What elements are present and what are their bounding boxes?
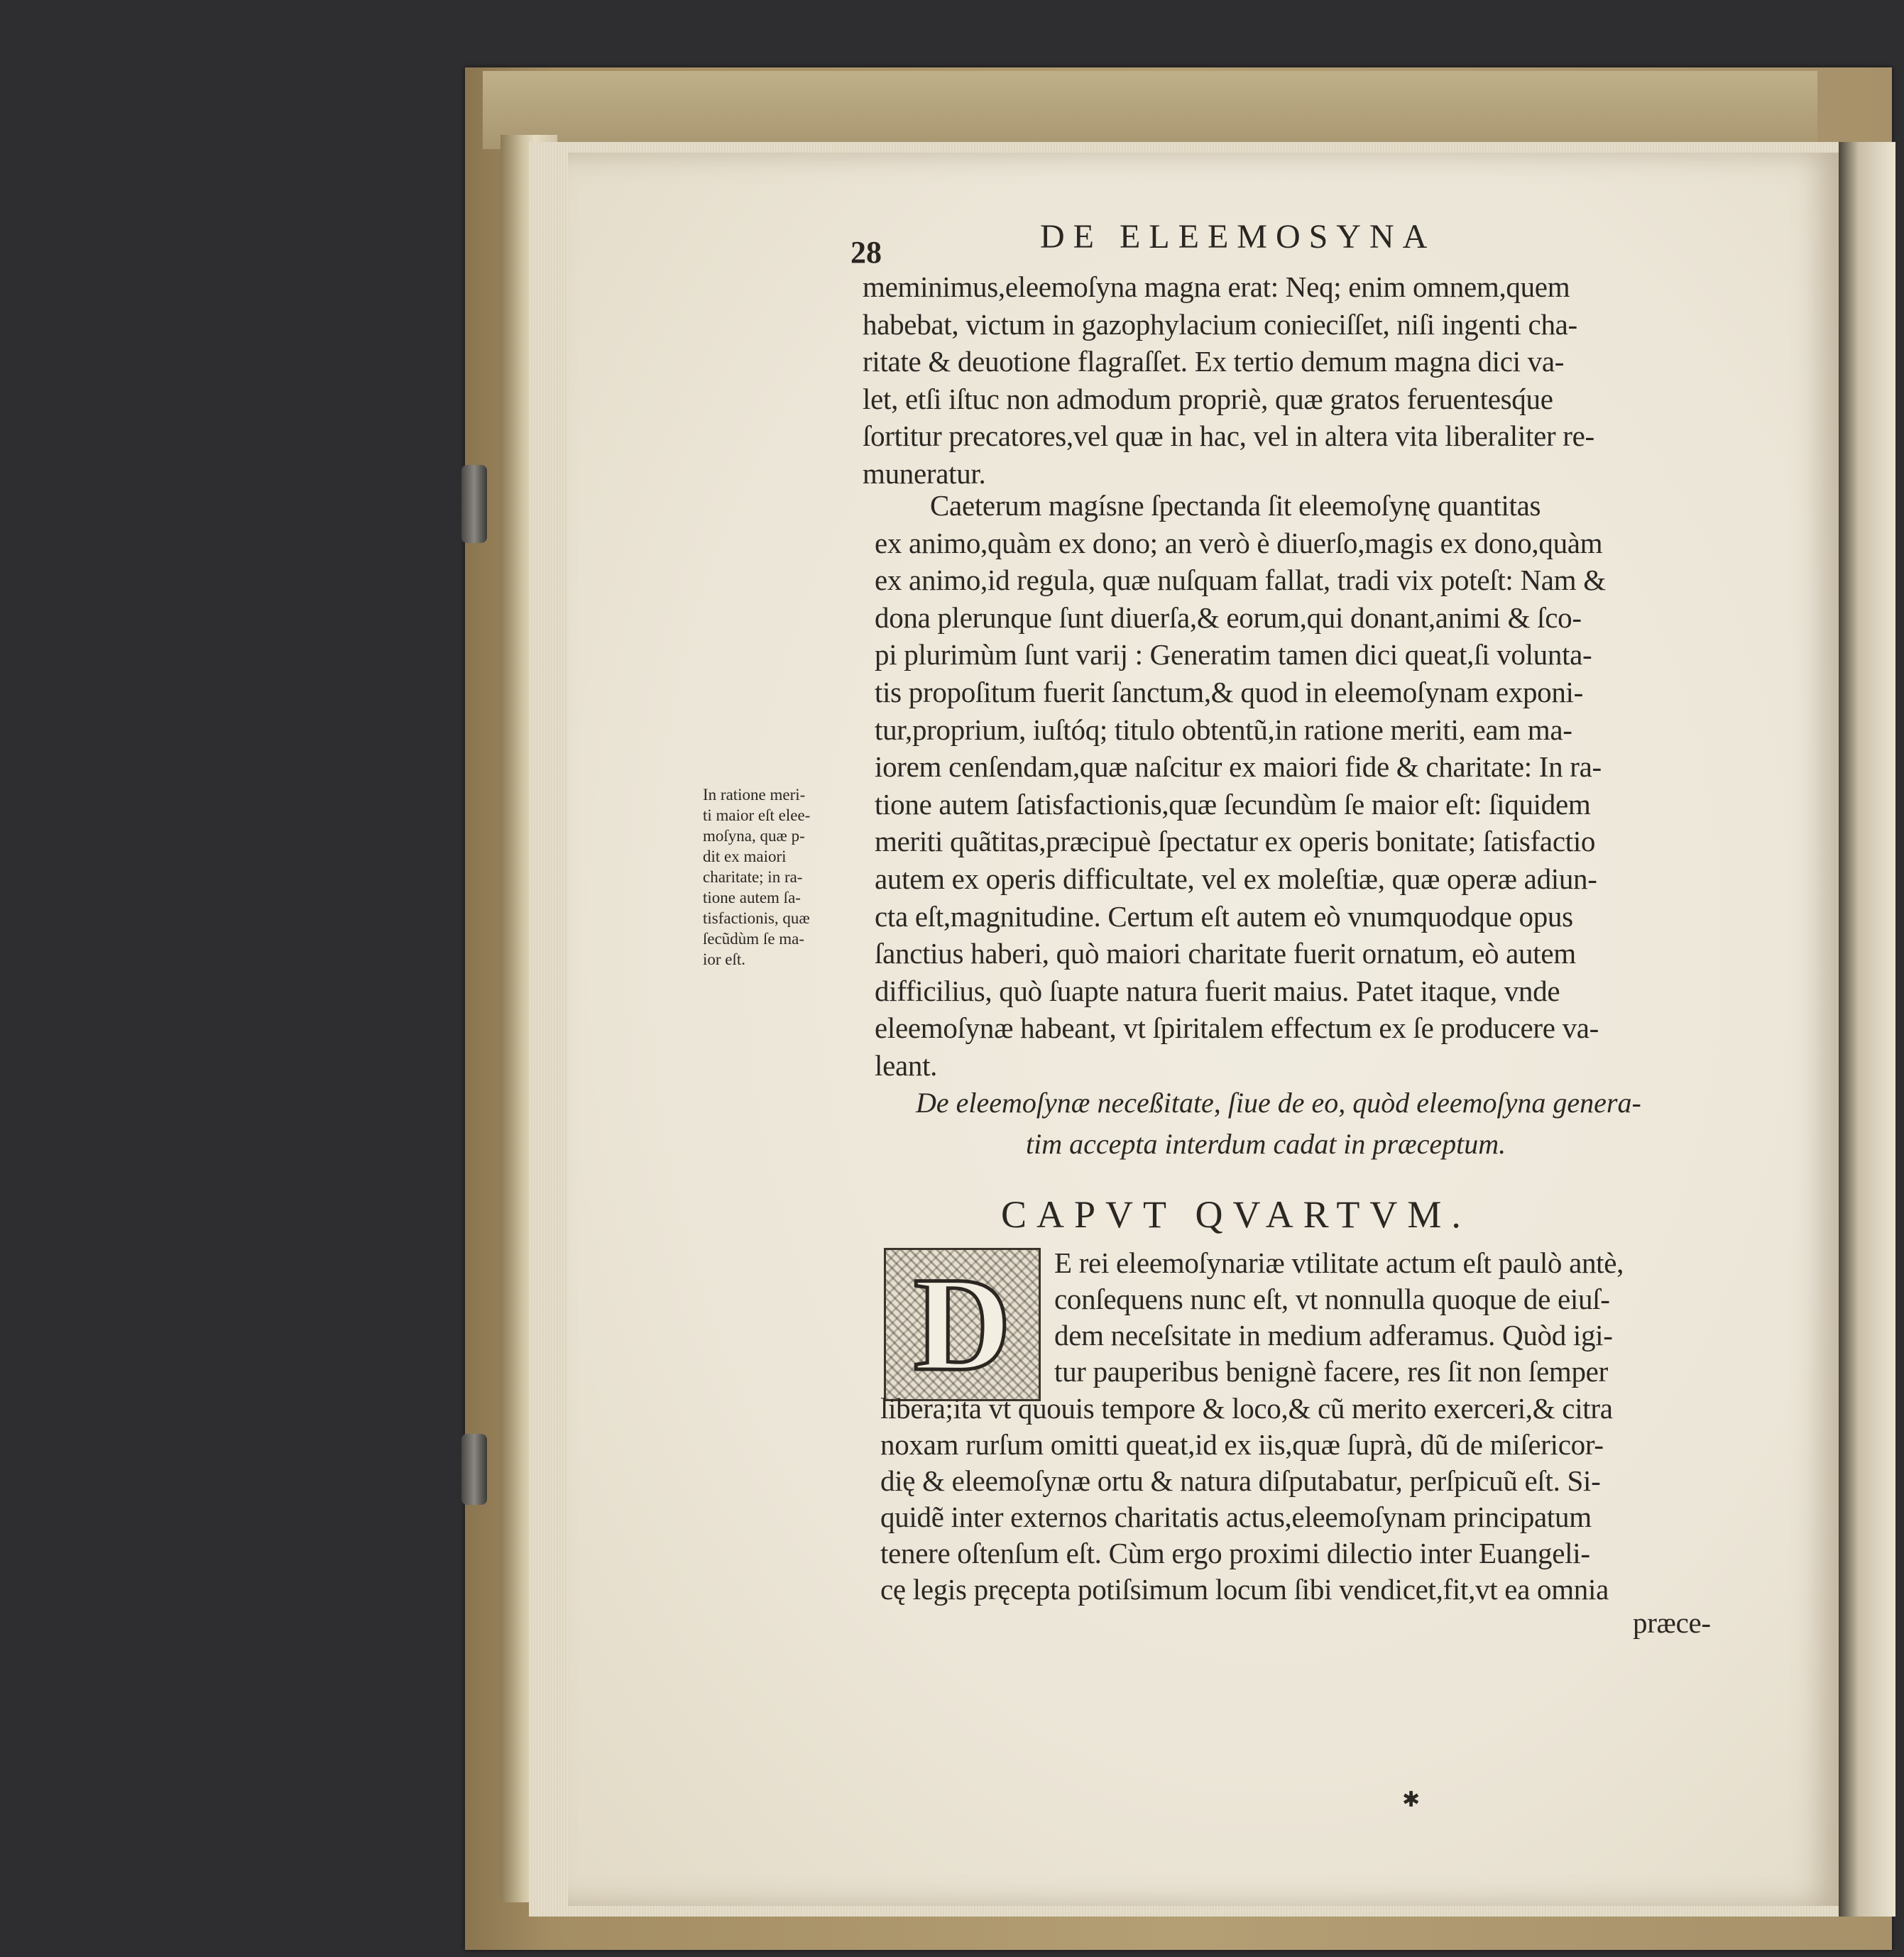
text-line: Caeterum magísne ſpectanda ſit eleemoſynę quantitas bbox=[930, 489, 1541, 522]
marginal-note-line: tione autem ſa- bbox=[703, 889, 801, 906]
marginal-note-line: charitate; in ra- bbox=[703, 868, 803, 886]
text-line: habebat, victum in gazophylacium conieciſſet, niſi ingenti cha- bbox=[863, 307, 1577, 341]
clasp-upper-icon bbox=[461, 465, 487, 543]
text-line: conſequens nunc eſt, vt nonnulla quoque de eiuſ- bbox=[1054, 1283, 1610, 1315]
text-line: dem neceſsitate in medium adferamus. Quòd igi- bbox=[1054, 1319, 1613, 1352]
catchword: præce- bbox=[1633, 1606, 1711, 1639]
text-line: ſanctius haberi, quò maiori charitate fuerit ornatum, eò autem bbox=[875, 937, 1576, 970]
text-line: cę legis pręcepta potiſsimum locum ſibi vendicet,fit,vt ea omnia bbox=[880, 1573, 1609, 1606]
text-line: tur pauperibus benignè facere, res ſit non ſemper bbox=[1054, 1355, 1608, 1388]
marginal-note-line: In ratione meri- bbox=[703, 786, 806, 804]
marginal-note-line: ſecũdùm ſe ma- bbox=[703, 930, 805, 948]
text-line: tione autem ſatisfactionis,quæ ſecundùm ſe maior eſt: ſiquidem bbox=[875, 787, 1591, 821]
text-line: muneratur. bbox=[863, 456, 986, 490]
section-heading-line: tim accepta interdum cadat in præceptum. bbox=[1026, 1128, 1506, 1160]
text-line: ex animo,id regula, quæ nuſquam fallat, tradi vix poteſt: Nam & bbox=[875, 564, 1606, 597]
text-line: difficilius, quò ſuapte natura fuerit maius. Patet itaque, vnde bbox=[875, 974, 1560, 1007]
text-line: ritate & deuotione flagraſſet. Ex tertio demum magna dici va- bbox=[863, 345, 1565, 378]
text-line: tis propoſitum fuerit ſanctum,& quod in eleemoſynam exponi- bbox=[875, 676, 1583, 708]
text-line: noxam rurſum omitti queat,id ex iis,quæ ſuprà, dũ de miſericor- bbox=[880, 1428, 1604, 1461]
text-line: dię & eleemoſynæ ortu & natura diſputabatur, perſpicuũ eſt. Si- bbox=[880, 1464, 1601, 1497]
text-line: E rei eleemoſynariæ vtilitate actum eſt paulò antè, bbox=[1054, 1246, 1624, 1279]
text-line: ex animo,quàm ex dono; an verò è diuerſo,magis ex dono,quàm bbox=[875, 526, 1603, 559]
text-line: meriti quãtitas,præcipuè ſpectatur ex operis bonitate; ſatisfactio bbox=[875, 825, 1596, 858]
marginal-note-line: ior eſt. bbox=[703, 950, 746, 968]
signature-mark: ✱ bbox=[1402, 1787, 1421, 1812]
page-number: 28 bbox=[850, 235, 882, 270]
marginal-note-line: tisfactionis, quæ bbox=[703, 909, 810, 927]
text-line: ſortitur precatores,vel quæ in hac, vel in altera vita liberaliter re- bbox=[863, 420, 1594, 452]
cover-top-edge bbox=[483, 71, 1817, 149]
text-line: dona plerunque ſunt diuerſa,& eorum,qui donant,animi & ſco- bbox=[875, 601, 1582, 634]
text-line: libera;ita vt quouis tempore & loco,& cũ merito exerceri,& citra bbox=[880, 1392, 1613, 1425]
decorated-initial bbox=[884, 1248, 1041, 1401]
text-line: autem ex operis difficultate, vel ex moleſtiæ, quæ operæ adiun- bbox=[875, 862, 1597, 895]
text-line: cta eſt,magnitudine. Certum eſt autem eò vnumquodque opus bbox=[875, 899, 1573, 933]
running-head: DE ELEEMOSYNA bbox=[1040, 218, 1436, 256]
text-line: tur,proprium, iuſtóq; titulo obtentũ,in ratione meriti, eam ma- bbox=[875, 713, 1572, 746]
section-heading-line: De eleemoſynæ neceßitate, ſiue de eo, quòd eleemoſyna genera- bbox=[916, 1087, 1641, 1119]
text-line: meminimus,eleemoſyna magna erat: Neq; enim omnem,quem bbox=[863, 270, 1570, 303]
text-line: eleemoſynæ habeant, vt ſpiritalem effectum ex ſe producere va- bbox=[875, 1012, 1599, 1045]
text-line: quidẽ inter externos charitatis actus,eleemoſynam principatum bbox=[880, 1501, 1592, 1533]
marginal-note-line: dit ex maiori bbox=[703, 848, 787, 865]
marginal-note-line: ti maior eſt elee- bbox=[703, 806, 811, 824]
text-line: leant. bbox=[875, 1049, 938, 1082]
chapter-title: CAPVT QVARTVM. bbox=[1001, 1193, 1471, 1236]
text-line: tenere oſtenſum eſt. Cùm ergo proximi dilectio inter Euangeli- bbox=[880, 1537, 1590, 1569]
text-line: iorem cenſendam,quæ naſcitur ex maiori fide & charitate: In ra- bbox=[875, 750, 1602, 784]
text-line: let, etſi iſtuc non admodum propriè, quæ gratos feruentesq́ue bbox=[863, 382, 1553, 415]
text-line: pi plurimùm ſunt varij : Generatim tamen dici queat,ſi volunta- bbox=[875, 638, 1592, 671]
initial-letter: D bbox=[913, 1250, 1012, 1399]
clasp-lower-icon bbox=[461, 1434, 487, 1505]
marginal-note-line: moſyna, quæ p- bbox=[703, 827, 805, 845]
gutter bbox=[1839, 142, 1895, 1917]
